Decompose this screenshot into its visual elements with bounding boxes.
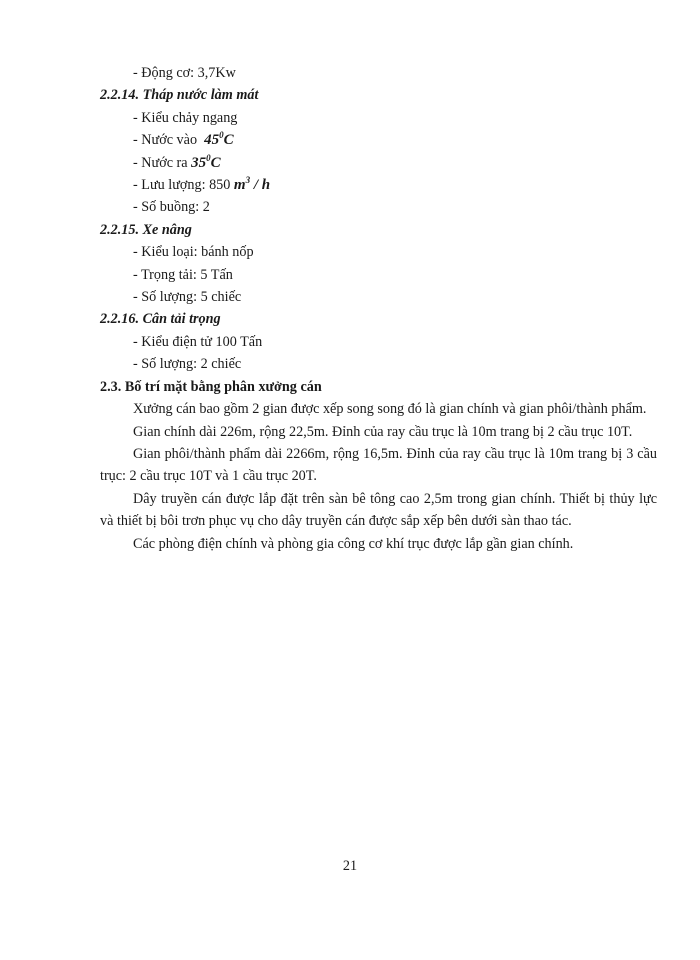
- section-heading-cooling-tower: 2.2.14. Tháp nước làm mát: [100, 87, 259, 104]
- section-heading-weighbridge: 2.2.16. Cân tải trọng: [100, 311, 221, 328]
- water-in-item: [100, 129, 657, 151]
- motor-power-item: - Động cơ: 3,7Kw: [133, 65, 236, 81]
- water-out-label: - Nước ra: [133, 154, 188, 171]
- paragraph: Dây truyền cán được lắp đặt trên sàn bê tông cao 2,5m trong gian chính. Thiết bị thủy lực và thiết bị bôi trơn phục vụ cho dây truyền cán được sắp xếp bên dưới sàn thao tác.: [100, 490, 657, 530]
- weighbridge-type-item: - Kiểu điện tử 100 Tấn: [133, 333, 263, 350]
- water-out-temperature: $35^0C$: [191, 152, 221, 171]
- weighbridge-quantity-item: - Số lượng: 2 chiếc: [133, 356, 242, 373]
- flow-rate-label: - Lưu lượng: 850: [133, 177, 231, 194]
- cooling-flow-type-item: - Kiểu chảy ngang: [133, 109, 238, 126]
- water-out-item: [100, 152, 657, 174]
- section-heading-layout: 2.3. Bố trí mặt bằng phân xưởng cán: [100, 378, 322, 395]
- flow-rate-item: [100, 174, 657, 196]
- forklift-load-item: - Trọng tải: 5 Tấn: [133, 266, 233, 283]
- page-number: 21: [342, 858, 358, 874]
- paragraph: Gian chính dài 226m, rộng 22,5m. Đỉnh của ray cầu trục là 10m trang bị 2 cầu trục 10T.: [133, 423, 633, 440]
- forklift-quantity-item: - Số lượng: 5 chiếc: [133, 289, 242, 306]
- chambers-item: - Số buồng: 2: [133, 199, 210, 216]
- section-heading-forklift: 2.2.15. Xe nâng: [100, 221, 192, 238]
- water-in-temperature: $45^0C$: [204, 130, 234, 149]
- document-page: [100, 62, 657, 555]
- paragraph: Gian phôi/thành phẩm dài 2266m, rộng 16,5m. Đỉnh của ray cầu trục là 10m trang bị 3 cầu trục: 2 cầu trục 10T và 1 cầu trục 20T.: [100, 445, 657, 485]
- flow-rate-unit: $m^3$ / h: [233, 175, 271, 194]
- paragraph: Các phòng điện chính và phòng gia công cơ khí trục được lắp gần gian chính.: [133, 535, 574, 552]
- water-in-label: - Nước vào: [133, 132, 198, 149]
- paragraph: Xưởng cán bao gồm 2 gian được xếp song song đó là gian chính và gian phôi/thành phẩm.: [133, 401, 647, 418]
- forklift-type-item: - Kiểu loại: bánh nốp: [133, 244, 254, 261]
